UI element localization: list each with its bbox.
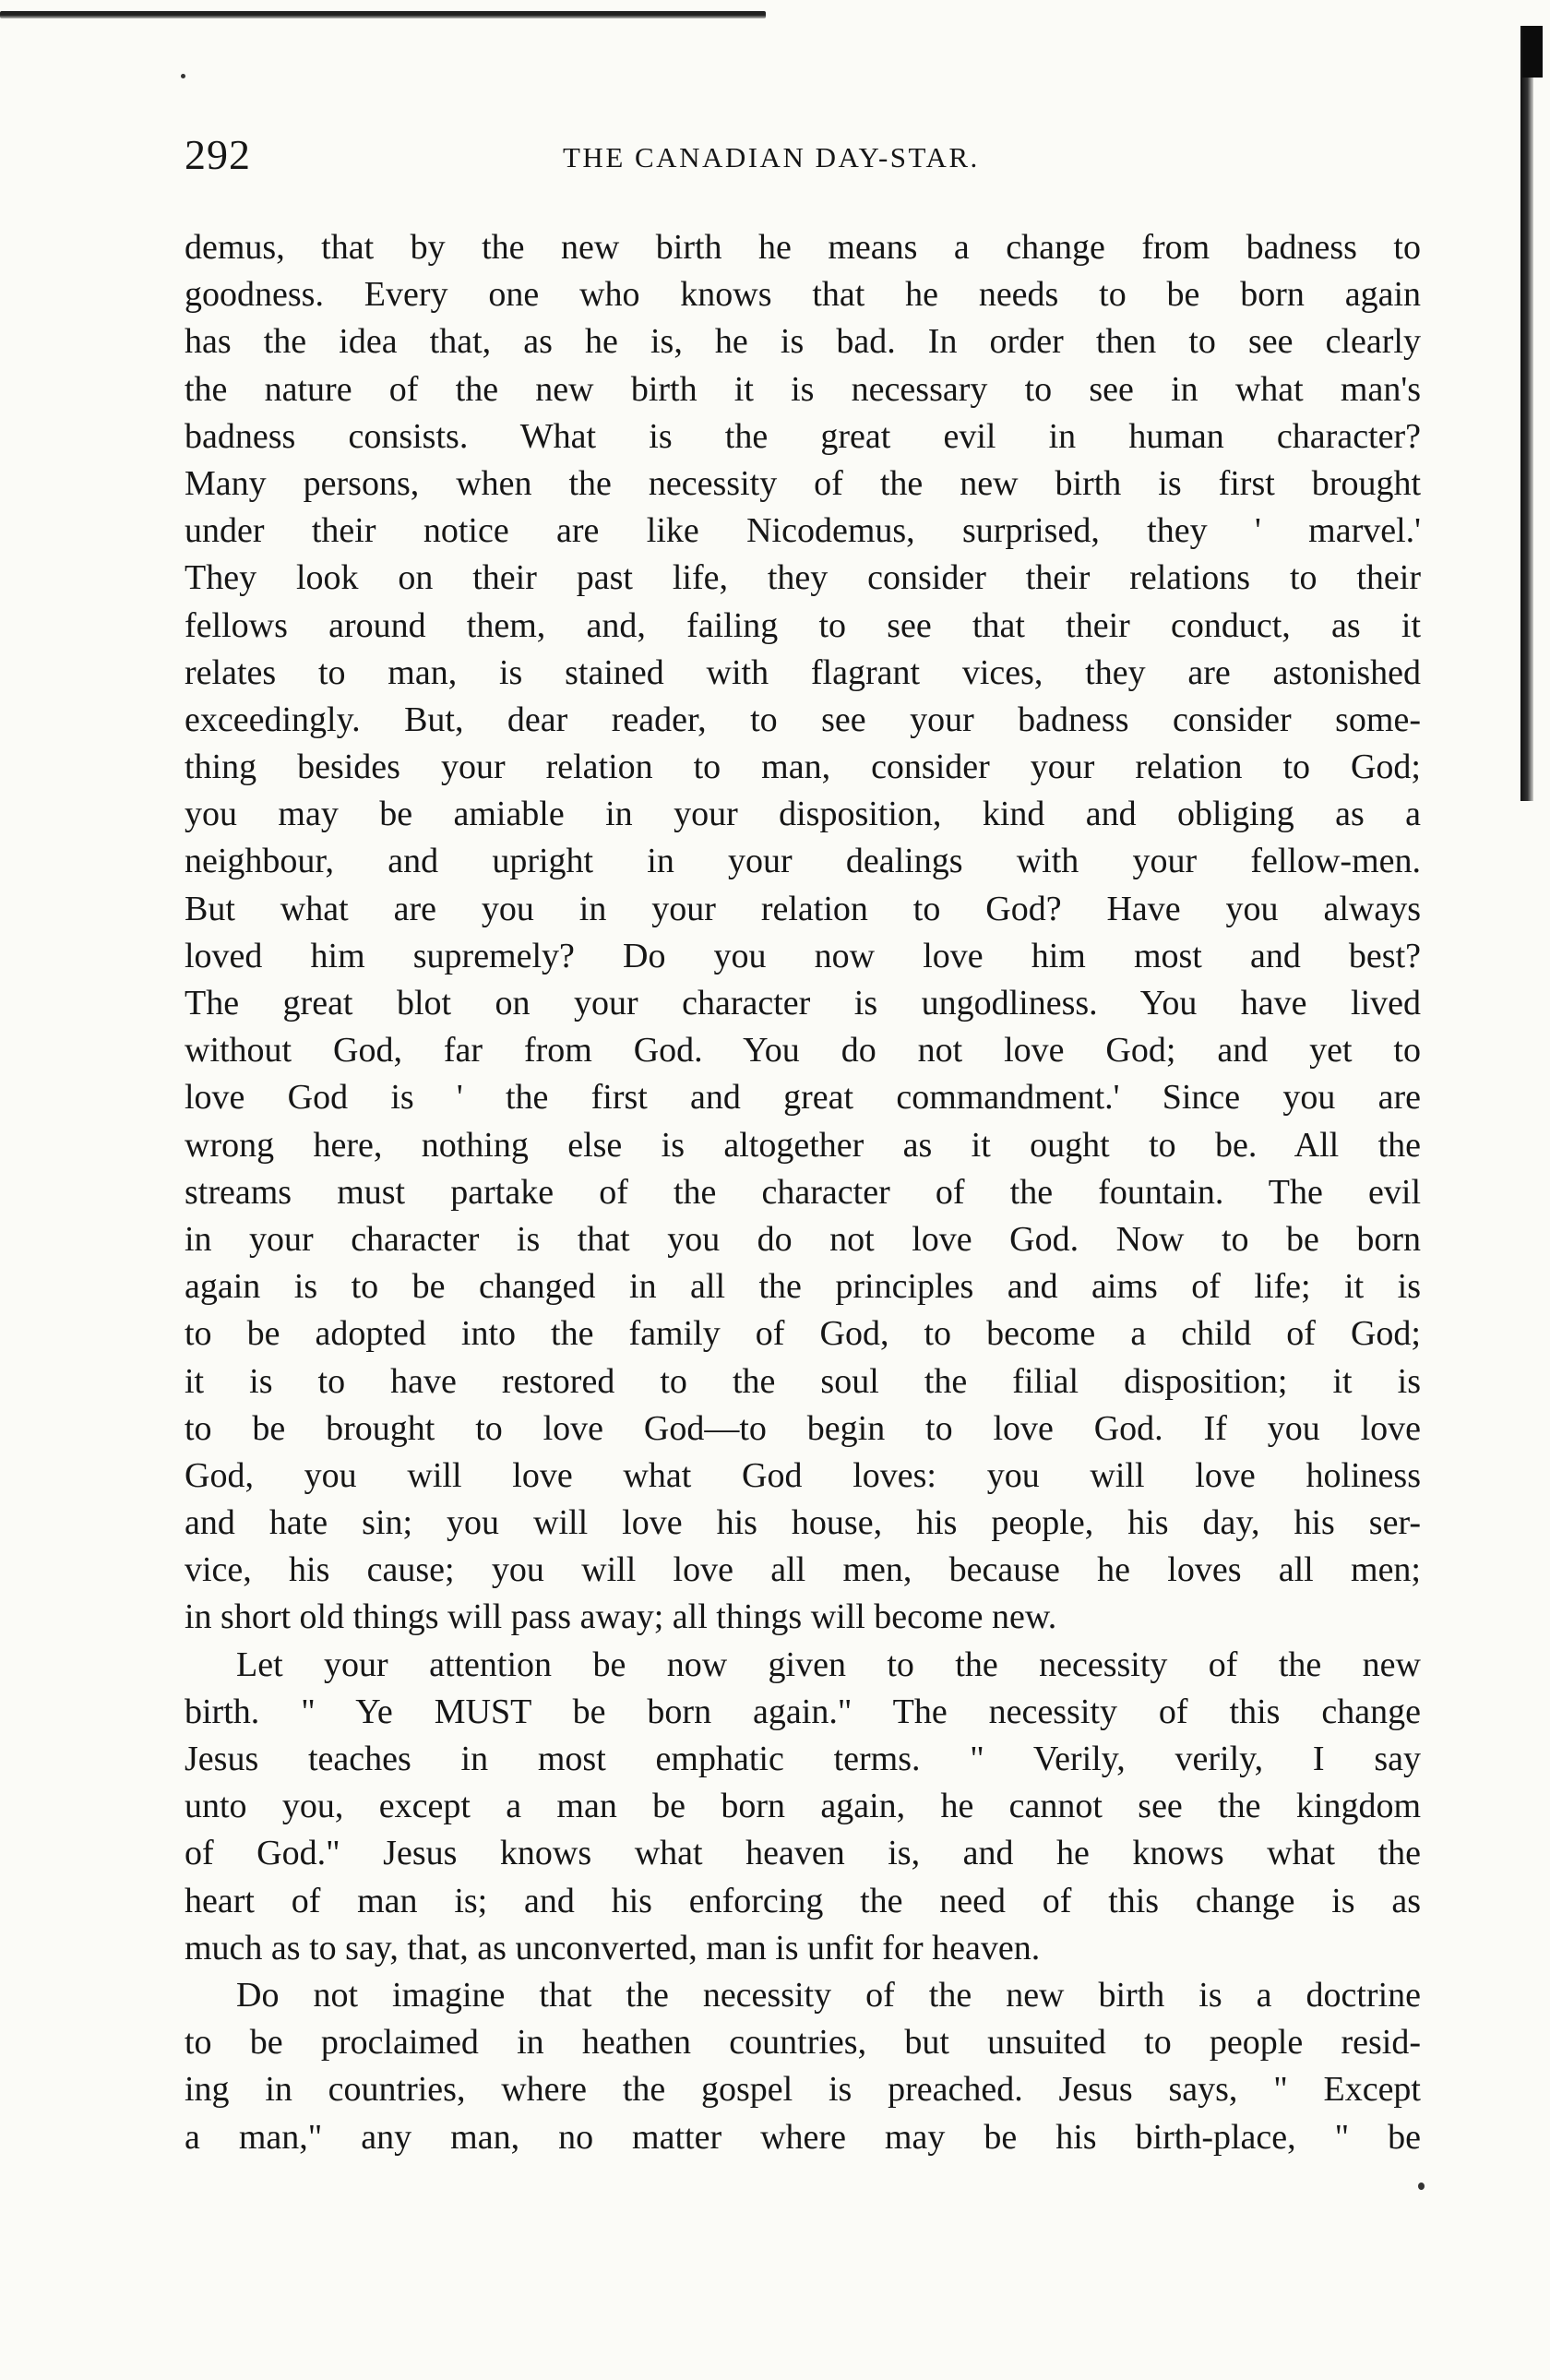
text-line: goodness. Every one who knows that he needs to be born again	[185, 275, 1421, 315]
text-line: The great blot on your character is ungodliness. You have lived	[185, 984, 1421, 1023]
text-line: fellows around them, and, failing to see that their conduct, as it	[185, 605, 1421, 645]
text-line: of God." Jesus knows what heaven is, and he knows what the	[185, 1834, 1421, 1873]
page-edge-mark	[1522, 26, 1543, 78]
text-line: birth. " Ye MUST be born again." The necessity of this change	[185, 1692, 1421, 1731]
ink-speck	[1418, 2183, 1425, 2190]
text-line: streams must partake of the character of the fountain. The evil	[185, 1172, 1421, 1212]
text-line: exceedingly. But, dear reader, to see your badness consider some-	[185, 700, 1421, 739]
text-line: without God, far from God. You do not love God; and yet to	[185, 1031, 1421, 1070]
text-line: you may be amiable in your disposition, kind and obliging as a	[185, 795, 1421, 834]
text-line: They look on their past life, they consider their relations to their	[185, 558, 1421, 598]
text-line: thing besides your relation to man, consider your relation to God;	[185, 747, 1421, 787]
text-line: wrong here, nothing else is altogether as it ought to be. All the	[185, 1125, 1421, 1165]
text-line: relates to man, is stained with flagrant vices, they are astonished	[185, 652, 1421, 692]
text-line: vice, his cause; you will love all men, because he loves all men;	[185, 1550, 1421, 1590]
text-line: ing in countries, where the gospel is preached. Jesus says, " Except	[185, 2070, 1421, 2110]
text-line: a man," any man, no matter where may be his birth-place, " be	[185, 2117, 1421, 2157]
paragraph-start-line: Let your attention be now given to the necessity of the new	[236, 1644, 1421, 1684]
page-header	[185, 127, 1421, 183]
text-line: the nature of the new birth it is necessary to see in what man's	[185, 369, 1421, 409]
paragraph-start-line: Do not imagine that the necessity of the new birth is a doctrine	[236, 1975, 1421, 2015]
text-line: Many persons, when the necessity of the new birth is first brought	[185, 463, 1421, 503]
text-line: loved him supremely? Do you now love him most and best?	[185, 936, 1421, 975]
running-title: THE CANADIAN DAY-STAR.	[563, 141, 980, 173]
text-line: to be adopted into the family of God, to become a child of God;	[185, 1314, 1421, 1354]
text-line: badness consists. What is the great evil in human character?	[185, 416, 1421, 456]
text-line: But what are you in your relation to God? Have you always	[185, 889, 1421, 928]
text-line: it is to have restored to the soul the filial disposition; it is	[185, 1361, 1421, 1401]
text-line: has the idea that, as he is, he is bad. In order then to see clearly	[185, 322, 1421, 362]
text-line: again is to be changed in all the principles and aims of life; it is	[185, 1267, 1421, 1307]
text-line: Jesus teaches in most emphatic terms. " Verily, verily, I say	[185, 1740, 1421, 1778]
body-text	[185, 224, 1421, 2161]
ink-speck	[181, 74, 185, 78]
text-line: love God is ' the first and great commandment.' Since you are	[185, 1078, 1421, 1118]
paragraph-end-line: much as to say, that, as unconverted, man is unfit for heaven.	[185, 1928, 1041, 1967]
text-line: under their notice are like Nicodemus, surprised, they ' marvel.'	[185, 511, 1421, 551]
text-line: unto you, except a man be born again, he cannot see the kingdom	[185, 1787, 1421, 1826]
text-line: demus, that by the new birth he means a change from badness to	[185, 228, 1421, 267]
top-rule	[0, 11, 766, 18]
text-line: neighbour, and upright in your dealings with your fellow-men.	[185, 842, 1421, 881]
paragraph-end-line: in short old things will pass away; all things will become new.	[185, 1597, 1057, 1637]
text-line: and hate sin; you will love his house, his people, his day, his ser-	[185, 1503, 1421, 1543]
page-edge-shadow	[1520, 26, 1533, 801]
text-line: God, you will love what God loves: you will love holiness	[185, 1455, 1421, 1495]
text-line: heart of man is; and his enforcing the need of this change is as	[185, 1881, 1421, 1920]
page-number: 292	[185, 131, 251, 178]
text-line: to be brought to love God—to begin to love God. If you love	[185, 1408, 1421, 1448]
text-line: in your character is that you do not love God. Now to be born	[185, 1219, 1421, 1259]
text-line: to be proclaimed in heathen countries, but unsuited to people resid-	[185, 2023, 1421, 2063]
